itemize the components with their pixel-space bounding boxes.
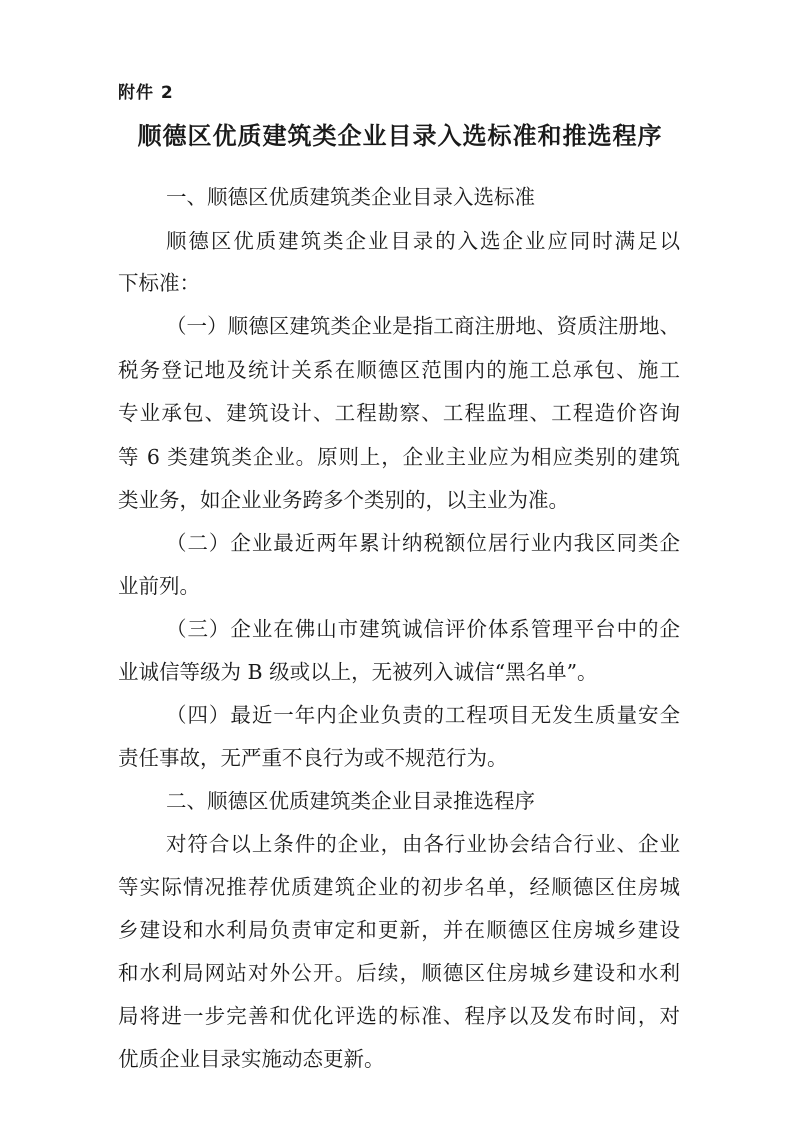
section-heading-1: 一、顺德区优质建筑类企业目录入选标准 <box>166 185 535 209</box>
body-line: 优质企业目录实施动态更新。 <box>118 1047 385 1071</box>
body-line: （一）顺德区建筑类企业是指工商注册地、资质注册地、 <box>166 314 680 338</box>
body-line: （二）企业最近两年累计纳税额位居行业内我区同类企 <box>166 531 680 555</box>
body-line: 业诚信等级为 B 级或以上，无被列入诚信“黑名单”。 <box>118 660 598 684</box>
body-line: 顺德区优质建筑类企业目录的入选企业应同时满足以 <box>166 229 680 253</box>
body-line: 税务登记地及统计关系在顺德区范围内的施工总承包、施工 <box>118 358 680 382</box>
body-line: 和水利局网站对外公开。后续，顺德区住房城乡建设和水利 <box>118 961 680 985</box>
document-title: 顺德区优质建筑类企业目录入选标准和推选程序 <box>137 122 663 150</box>
body-line: 类业务，如企业业务跨多个类别的，以主业为准。 <box>118 488 569 512</box>
body-line: 局将进一步完善和优化评选的标准、程序以及发布时间，对 <box>118 1004 680 1028</box>
body-line: 专业承包、建筑设计、工程勘察、工程监理、工程造价咨询 <box>118 401 680 425</box>
body-line: 乡建设和水利局负责审定和更新，并在顺德区住房城乡建设 <box>118 918 680 942</box>
body-line: 业前列。 <box>118 574 200 598</box>
attachment-label: 附件 2 <box>118 83 174 103</box>
body-line: 下标准： <box>118 271 200 295</box>
body-line: 等实际情况推荐优质建筑企业的初步名单，经顺德区住房城 <box>118 875 680 899</box>
body-line: （三）企业在佛山市建筑诚信评价体系管理平台中的企 <box>166 617 680 641</box>
body-line: 对符合以上条件的企业，由各行业协会结合行业、企业 <box>166 832 680 856</box>
section-heading-2: 二、顺德区优质建筑类企业目录推选程序 <box>166 789 535 813</box>
body-line: 责任事故，无严重不良行为或不规范行为。 <box>118 746 508 770</box>
body-line: 等 6 类建筑类企业。原则上，企业主业应为相应类别的建筑 <box>118 445 680 469</box>
body-line: （四）最近一年内企业负责的工程项目无发生质量安全 <box>166 703 680 727</box>
